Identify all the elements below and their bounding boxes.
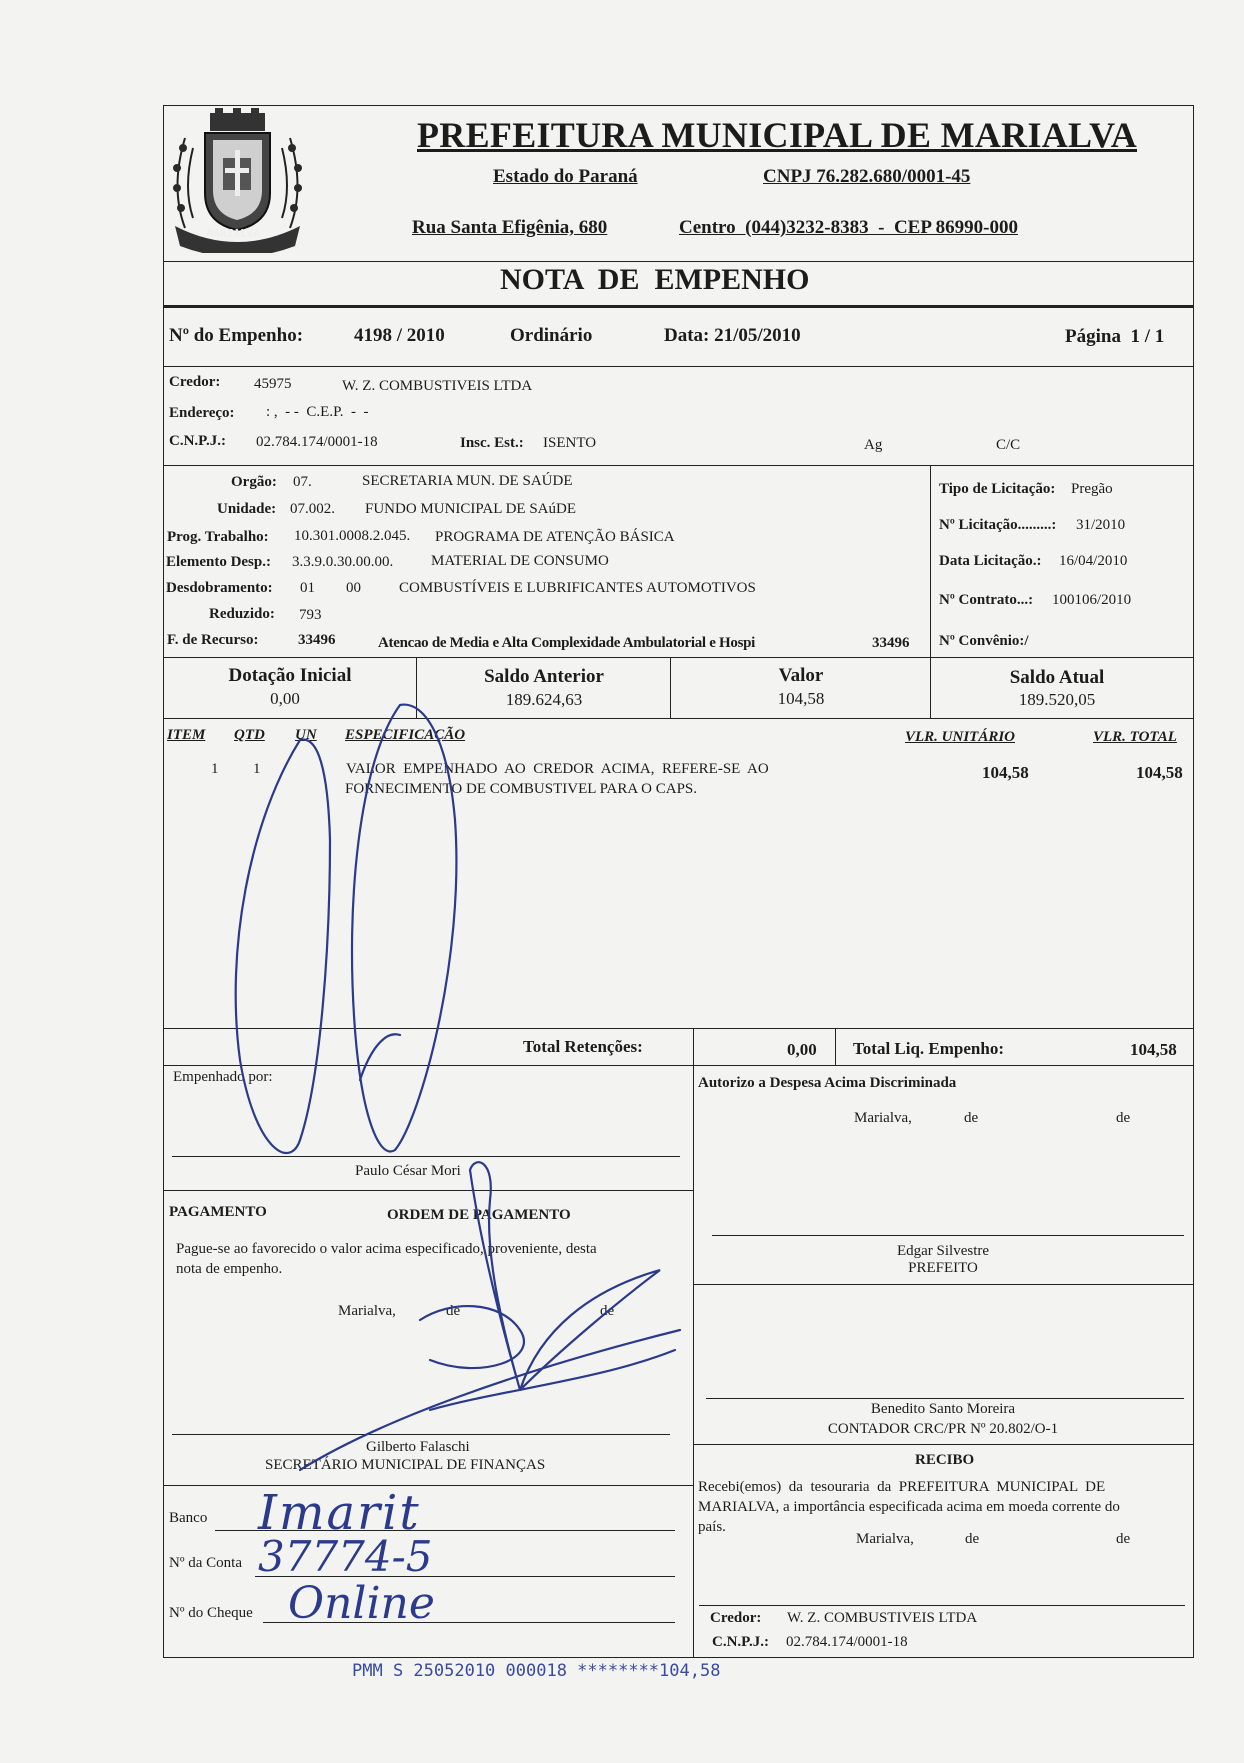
municipality-cnpj: CNPJ 76.282.680/0001-45	[763, 166, 971, 187]
elemento-code: 3.3.9.0.30.00.00.	[292, 554, 394, 570]
dotacao-label: Dotação Inicial	[228, 665, 352, 686]
items-header-item: ITEM	[167, 727, 206, 743]
credor-cnpj-label: C.N.P.J.:	[169, 433, 226, 449]
credor-label: Credor:	[169, 374, 221, 390]
recibo-text-line1: Recebi(emos) da tesouraria da PREFEITURA MUNICIPAL DE	[698, 1479, 1106, 1495]
saldo-atual-label: Saldo Atual	[1009, 667, 1105, 688]
items-header-total: VLR. TOTAL	[1093, 729, 1177, 745]
endereco-value: : , - - C.E.P. - -	[266, 404, 369, 420]
agencia-label: Ag	[864, 437, 883, 453]
valor-label: Valor	[778, 665, 824, 686]
banco-handwritten: Imarit	[258, 1485, 421, 1541]
prog-trabalho-code: 10.301.0008.2.045.	[294, 528, 411, 544]
empenhado-label: Empenhado por:	[173, 1069, 273, 1085]
empenho-number: 4198 / 2010	[354, 325, 445, 346]
state-name: Estado do Paraná	[493, 166, 638, 187]
orgao-label: Orgão:	[231, 474, 277, 490]
contador-name: Benedito Santo Moreira	[870, 1401, 1016, 1417]
recibo-cnpj-value: 02.784.174/0001-18	[786, 1634, 908, 1650]
elemento-label: Elemento Desp.:	[166, 554, 271, 570]
items-header-un: UN	[295, 727, 317, 743]
credor-name: W. Z. COMBUSTIVEIS LTDA	[342, 378, 533, 394]
orgao-code: 07.	[293, 474, 312, 490]
item-desc-line2: FORNECIMENTO DE COMBUSTIVEL PARA O CAPS.	[345, 781, 698, 797]
pagamento-de-1: de	[446, 1303, 461, 1319]
item-qtd: 1	[253, 761, 261, 777]
recibo-title: RECIBO	[915, 1452, 975, 1468]
recurso-name: Atencao de Media e Alta Complexidade Ambulatorial e Hospi	[378, 635, 756, 651]
retencoes-value: 0,00	[787, 1040, 817, 1059]
empenhado-name: Paulo César Mori	[355, 1163, 461, 1179]
municipality-contact: Centro (044)3232-8383 - CEP 86990-000	[679, 217, 1018, 238]
item-number: 1	[211, 761, 219, 777]
desdobramento-code2: 00	[346, 580, 361, 596]
conta-label: Nº da Conta	[169, 1555, 242, 1571]
saldo-anterior-value: 189.624,63	[505, 690, 583, 709]
banco-label: Banco	[169, 1510, 208, 1526]
prefeito-name: Edgar Silvestre	[896, 1243, 990, 1259]
secretario-name: Gilberto Falaschi	[366, 1439, 470, 1455]
items-header-qtd: QTD	[234, 727, 265, 743]
liq-empenho-value: 104,58	[1130, 1040, 1177, 1059]
contrato-value: 100106/2010	[1052, 592, 1132, 608]
endereco-label: Endereço:	[169, 405, 235, 421]
numero-licitacao-label: Nº Licitação.........:	[939, 517, 1057, 533]
tipo-licitacao-label: Tipo de Licitação:	[939, 481, 1056, 497]
recibo-de-1: de	[965, 1531, 980, 1547]
recibo-text-line2: MARIALVA, a importância especificada acima em moeda corrente do	[698, 1499, 1120, 1515]
valor-value: 104,58	[777, 689, 825, 708]
dotacao-value: 0,00	[270, 689, 300, 708]
liq-empenho-label: Total Liq. Empenho:	[853, 1039, 1004, 1058]
prefeito-role: PREFEITO	[908, 1260, 978, 1276]
cheque-label: Nº do Cheque	[169, 1605, 253, 1621]
item-desc-line1: VALOR EMPENHADO AO CREDOR ACIMA, REFERE-SE AO	[346, 761, 769, 777]
tipo-licitacao-value: Pregão	[1071, 481, 1113, 497]
empenho-date: Data: 21/05/2010	[664, 325, 801, 346]
recurso-code-2: 33496	[872, 635, 910, 651]
municipality-address: Rua Santa Efigênia, 680	[412, 217, 608, 238]
recibo-cnpj-label: C.N.P.J.:	[712, 1634, 769, 1650]
insc-est-label: Insc. Est.:	[460, 435, 524, 451]
pagamento-text-line2: nota de empenho.	[176, 1261, 283, 1277]
convenio-label: Nº Convênio:/	[939, 633, 1029, 649]
pagamento-city: Marialva,	[338, 1303, 396, 1319]
autorizo-de-1: de	[964, 1110, 979, 1126]
saldo-anterior-label: Saldo Anterior	[484, 666, 604, 687]
municipality-title: PREFEITURA MUNICIPAL DE MARIALVA	[417, 115, 1138, 155]
unidade-label: Unidade:	[217, 501, 277, 517]
recibo-credor-value: W. Z. COMBUSTIVEIS LTDA	[787, 1610, 978, 1626]
orgao-name: SECRETARIA MUN. DE SAÚDE	[362, 473, 573, 489]
data-licitacao-label: Data Licitação.:	[939, 553, 1042, 569]
unidade-name: FUNDO MUNICIPAL DE SAúDE	[365, 501, 576, 517]
prog-trabalho-name: PROGRAMA DE ATENÇÃO BÁSICA	[435, 529, 675, 545]
numero-licitacao-value: 31/2010	[1076, 517, 1126, 533]
recibo-city: Marialva,	[856, 1531, 914, 1547]
document-title: NOTA DE EMPENHO	[500, 263, 810, 296]
secretario-role: SECRETÁRIO MUNICIPAL DE FINANÇAS	[265, 1457, 546, 1473]
ordem-pagamento-title: ORDEM DE PAGAMENTO	[387, 1207, 571, 1223]
recurso-code: 33496	[298, 632, 336, 648]
data-licitacao-value: 16/04/2010	[1059, 553, 1128, 569]
recurso-label: F. de Recurso:	[167, 632, 259, 648]
recibo-de-2: de	[1116, 1531, 1131, 1547]
desdobramento-name: COMBUSTÍVEIS E LUBRIFICANTES AUTOMOTIVOS	[399, 580, 756, 596]
pagamento-text-line1: Pague-se ao favorecido o valor acima especificado, proveniente, desta	[176, 1241, 597, 1257]
contrato-label: Nº Contrato...:	[939, 592, 1034, 608]
contador-role: CONTADOR CRC/PR Nº 20.802/O-1	[827, 1421, 1059, 1437]
prog-trabalho-label: Prog. Trabalho:	[167, 529, 269, 545]
pagamento-title: PAGAMENTO	[169, 1204, 267, 1220]
payment-stamp: PMM S 25052010 000018 ********104,58	[352, 1661, 721, 1681]
elemento-name: MATERIAL DE CONSUMO	[431, 553, 609, 569]
desdobramento-code1: 01	[300, 580, 315, 596]
reduzido-value: 793	[299, 607, 322, 623]
item-total-value: 104,58	[1136, 763, 1183, 782]
credor-code: 45975	[254, 376, 292, 392]
crest-ribbon-text: MARIALVA	[207, 227, 260, 240]
retencoes-label: Total Retenções:	[523, 1037, 643, 1056]
item-unit-value: 104,58	[982, 763, 1029, 782]
saldo-atual-value: 189.520,05	[1018, 690, 1096, 709]
autorizo-de-2: de	[1116, 1110, 1131, 1126]
unidade-code: 07.002.	[290, 501, 335, 517]
empenho-label: Nº do Empenho:	[169, 325, 304, 346]
credor-cnpj-value: 02.784.174/0001-18	[256, 434, 378, 450]
recibo-text-line3: país.	[698, 1519, 726, 1535]
empenho-type: Ordinário	[510, 325, 593, 346]
conta-corrente-label: C/C	[996, 437, 1021, 453]
items-header-unit: VLR. UNITÁRIO	[905, 729, 1016, 745]
cheque-handwritten: Online	[288, 1578, 435, 1629]
autorizo-title: Autorizo a Despesa Acima Discriminada	[698, 1075, 957, 1091]
desdobramento-label: Desdobramento:	[166, 580, 273, 596]
reduzido-label: Reduzido:	[209, 606, 275, 622]
insc-est-value: ISENTO	[543, 435, 597, 451]
page-number: Página 1 / 1	[1065, 326, 1165, 347]
pagamento-de-2: de	[600, 1303, 615, 1319]
items-header-espec: ESPECIFICAÇÃO	[345, 727, 466, 743]
conta-handwritten: 37774-5	[258, 1532, 433, 1581]
autorizo-city: Marialva,	[854, 1110, 912, 1126]
recibo-credor-label: Credor:	[710, 1610, 762, 1626]
